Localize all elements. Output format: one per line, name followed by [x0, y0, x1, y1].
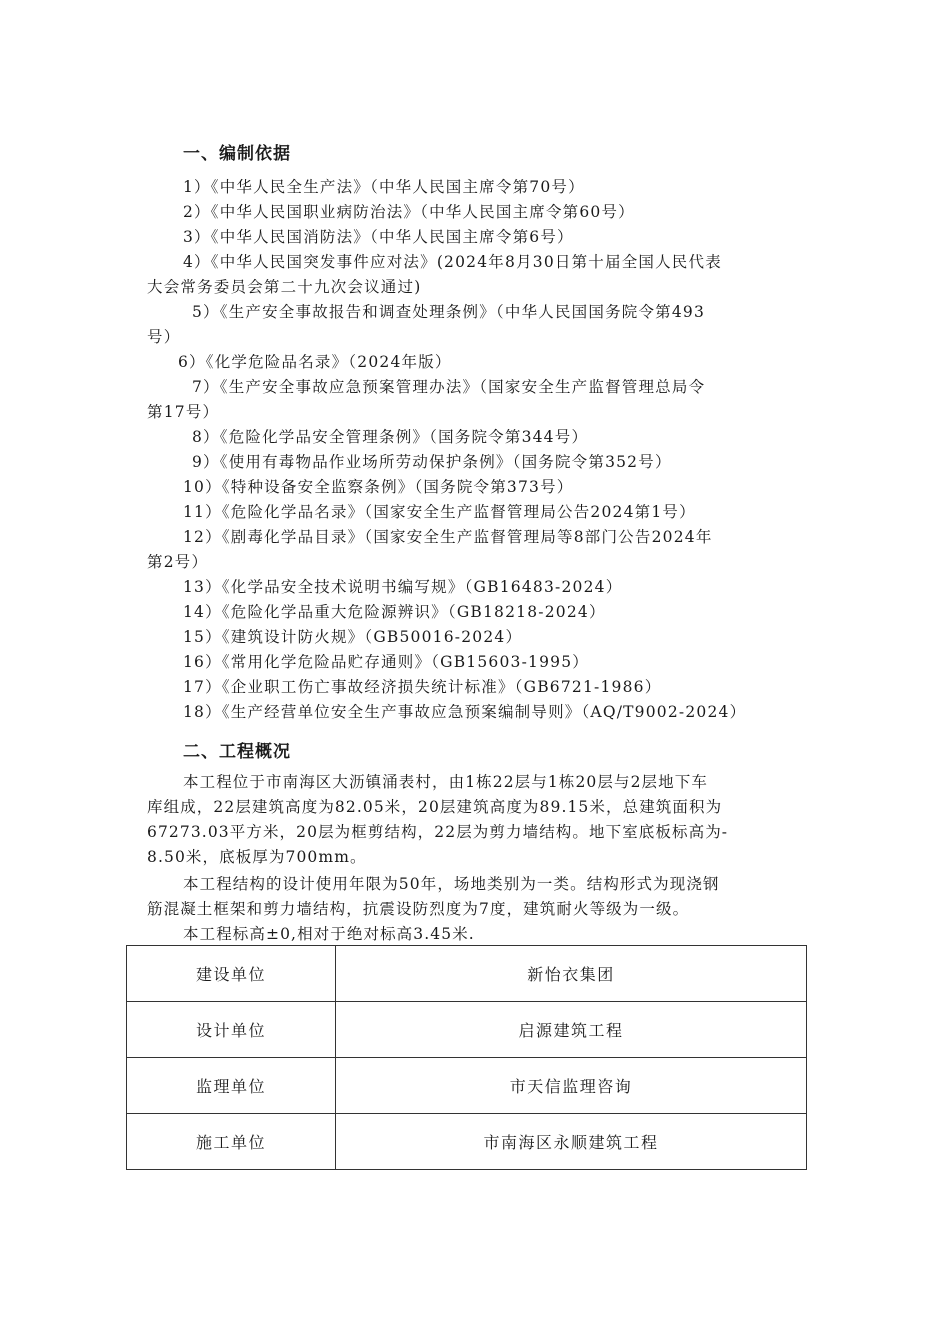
table-row — [127, 946, 807, 1002]
reference-item-10: 10）《特种设备安全监察条例》（国务院令第373号） — [183, 478, 574, 496]
table-cell-label: 施工单位 — [127, 1114, 336, 1170]
reference-item-12: 12）《剧毒化学品目录》（国家安全生产监督管理局等8部门公告2024年 — [183, 528, 713, 546]
table-row — [127, 1002, 807, 1058]
paragraph-line: 本工程标高±0,相对于绝对标高3.45米. — [183, 925, 475, 943]
paragraph-line: 筋混凝土框架和剪力墙结构，抗震设防烈度为7度，建筑耐火等级为一级。 — [147, 900, 690, 918]
reference-item-12-cont: 第2号） — [147, 553, 209, 571]
reference-item-9: 9）《使用有毒物品作业场所劳动保护条例》（国务院令第352号） — [192, 453, 672, 471]
reference-item-4: 4）《中华人民国突发事件应对法》(2024年8月30日第十届全国人民代表 — [183, 253, 722, 271]
table-cell-value: 市天信监理咨询 — [336, 1058, 807, 1114]
paragraph-line: 本工程结构的设计使用年限为50年，场地类别为一类。结构形式为现浇钢 — [183, 875, 720, 893]
table-cell-value: 市南海区永顺建筑工程 — [336, 1114, 807, 1170]
table-cell-value: 启源建筑工程 — [336, 1002, 807, 1058]
reference-item-4-cont: 大会常务委员会第二十九次会议通过) — [147, 278, 422, 296]
paragraph-line: 67273.03平方米，20层为框剪结构，22层为剪力墙结构。地下室底板标高为- — [147, 823, 729, 841]
reference-item-7: 7）《生产安全事故应急预案管理办法》（国家安全生产监督管理总局令 — [192, 378, 706, 396]
table-cell-label: 建设单位 — [127, 946, 336, 1002]
reference-item-15: 15）《建筑设计防火规》（GB50016-2024） — [183, 628, 523, 646]
paragraph-line: 8.50米，底板厚为700mm。 — [147, 848, 367, 866]
reference-item-5: 5）《生产安全事故报告和调查处理条例》（中华人民国国务院令第493 — [192, 303, 706, 321]
overview-paragraph-structure — [147, 872, 807, 922]
reference-item-17: 17）《企业职工伤亡事故经济损失统计标准》（GB6721-1986） — [183, 678, 662, 696]
table-row — [127, 1114, 807, 1170]
overview-paragraph-elevation — [147, 922, 807, 947]
reference-item-13: 13）《化学品安全技术说明书编写规》（GB16483-2024） — [183, 578, 623, 596]
reference-item-3: 3）《中华人民国消防法》（中华人民国主席令第6号） — [183, 228, 574, 246]
table-cell-value: 新怡衣集团 — [336, 946, 807, 1002]
project-units-table — [126, 945, 807, 1170]
reference-item-18: 18）《生产经营单位安全生产事故应急预案编制导则》（AQ/T9002-2024） — [183, 703, 747, 721]
paragraph-line: 库组成，22层建筑高度为82.05米，20层建筑高度为89.15米，总建筑面积为 — [147, 798, 723, 816]
reference-item-14: 14）《危险化学品重大危险源辨识》（GB18218-2024） — [183, 603, 606, 621]
overview-paragraph-location — [147, 770, 807, 870]
reference-item-7-cont: 第17号） — [147, 403, 220, 421]
reference-item-2: 2）《中华人民国职业病防治法》（中华人民国主席令第60号） — [183, 203, 635, 221]
table-cell-label: 监理单位 — [127, 1058, 336, 1114]
reference-item-1: 1）《中华人民全生产法》（中华人民国主席令第70号） — [183, 178, 585, 196]
table-cell-label: 设计单位 — [127, 1002, 336, 1058]
reference-item-6: 6）《化学危险品名录》（2024年版） — [178, 353, 452, 371]
reference-item-5-cont: 号） — [147, 328, 181, 346]
reference-item-8: 8）《危险化学品安全管理条例》（国务院令第344号） — [192, 428, 589, 446]
paragraph-line: 本工程位于市南海区大沥镇涌表村，由1栋22层与1栋20层与2层地下车 — [183, 773, 708, 791]
section-heading-overview: 二、工程概况 — [183, 742, 291, 762]
reference-item-11: 11）《危险化学品名录》（国家安全生产监督管理局公告2024第1号） — [183, 503, 696, 521]
section-heading-basis: 一、编制依据 — [183, 144, 291, 164]
table-row — [127, 1058, 807, 1114]
reference-item-16: 16）《常用化学危险品贮存通则》（GB15603-1995） — [183, 653, 589, 671]
